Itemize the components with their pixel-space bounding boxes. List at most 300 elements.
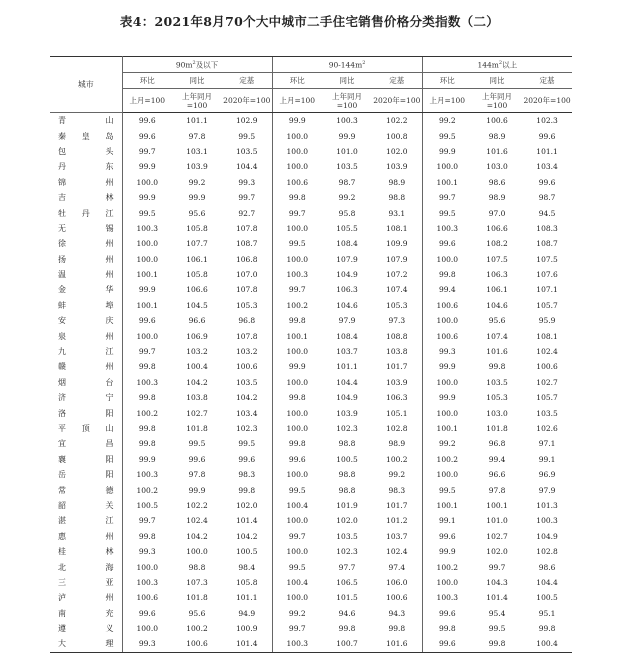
- index-value: 99.3: [422, 344, 472, 359]
- city-name: 桂林: [50, 544, 122, 559]
- index-value: 107.7: [186, 239, 208, 249]
- index-value: 101.1: [536, 146, 558, 156]
- index-value: 100.2: [422, 559, 472, 574]
- table-title: 表4：2021年8月70个大中城市二手住宅销售价格分类指数（二）: [119, 14, 500, 29]
- index-value: 100.0: [272, 221, 322, 236]
- index-value: 102.7: [186, 408, 208, 418]
- city-name: 宜昌: [50, 436, 122, 451]
- index-value: 101.4: [236, 516, 258, 526]
- city-name: 平顶山: [50, 421, 122, 436]
- group-label-sup: 2: [498, 60, 503, 67]
- index-value: 99.7: [272, 621, 322, 636]
- index-value: 96.9: [538, 470, 556, 480]
- table-row: [50, 282, 572, 297]
- city-name: 洛阳: [50, 405, 122, 420]
- index-value: 101.9: [336, 500, 358, 510]
- index-value: 107.3: [186, 577, 208, 587]
- index-value: 100.0: [272, 159, 322, 174]
- index-value: 104.2: [236, 531, 258, 541]
- index-value: 103.8: [386, 347, 408, 357]
- index-value: 100.3: [422, 590, 472, 605]
- index-value: 99.2: [388, 470, 406, 480]
- index-value: 99.7: [272, 529, 322, 544]
- index-value: 99.9: [138, 285, 156, 295]
- table-row: [50, 267, 572, 282]
- index-value: 100.6: [272, 175, 322, 190]
- index-value: 98.8: [338, 485, 356, 495]
- index-value: 99.3: [238, 177, 256, 187]
- table-row: [50, 421, 572, 436]
- index-value: 100.5: [336, 454, 358, 464]
- index-value: 100.3: [272, 267, 322, 282]
- base-header-cell: 2020年=100: [372, 89, 422, 113]
- table-row: [50, 113, 572, 129]
- index-value: 100.0: [136, 254, 158, 264]
- city-name: 金华: [50, 282, 122, 297]
- index-value: 99.9: [272, 359, 322, 374]
- index-value: 100.9: [236, 624, 258, 634]
- index-value: 104.4: [536, 577, 558, 587]
- index-value: 98.9: [488, 131, 506, 141]
- index-value: 99.8: [272, 390, 322, 405]
- index-value: 95.8: [338, 208, 356, 218]
- index-value: 101.1: [236, 593, 258, 603]
- index-value: 95.6: [188, 208, 206, 218]
- index-value: 99.9: [188, 193, 206, 203]
- index-value: 100.6: [236, 362, 258, 372]
- base-header-cell: 上年同月=100: [322, 89, 372, 113]
- index-value: 99.9: [422, 390, 472, 405]
- table-row: [50, 375, 572, 390]
- index-value: 103.7: [336, 347, 358, 357]
- index-value: 92.7: [238, 208, 256, 218]
- index-value: 100.7: [322, 636, 372, 652]
- index-value: 100.4: [186, 362, 208, 372]
- sub-header-cell: 环比: [122, 73, 172, 89]
- index-value: 99.6: [422, 636, 472, 652]
- index-value: 95.6: [488, 316, 506, 326]
- city-name: 三亚: [50, 575, 122, 590]
- index-value: 100.8: [386, 131, 408, 141]
- index-value: 103.8: [186, 393, 208, 403]
- index-value: 97.9: [538, 485, 556, 495]
- index-value: 100.3: [536, 516, 558, 526]
- index-value: 100.0: [272, 344, 322, 359]
- index-value: 99.5: [238, 131, 256, 141]
- index-value: 103.5: [236, 146, 258, 156]
- index-value: 100.6: [422, 328, 472, 343]
- index-value: 99.8: [388, 624, 406, 634]
- table-row: [50, 252, 572, 267]
- index-value: 100.5: [236, 547, 258, 557]
- index-value: 99.8: [138, 393, 156, 403]
- table-row: [50, 344, 572, 359]
- index-value: 99.6: [138, 316, 156, 326]
- base-header-row: [50, 89, 572, 113]
- table-row: [50, 144, 572, 159]
- table-row: [50, 513, 572, 528]
- index-value: 100.0: [136, 177, 158, 187]
- index-value: 102.3: [336, 547, 358, 557]
- index-value: 97.1: [538, 439, 556, 449]
- index-value: 106.1: [186, 254, 208, 264]
- index-value: 98.8: [188, 562, 206, 572]
- index-value: 99.8: [138, 531, 156, 541]
- index-value: 105.5: [336, 223, 358, 233]
- index-value: 104.5: [186, 300, 208, 310]
- index-value: 100.3: [272, 636, 322, 652]
- index-value: 107.4: [486, 331, 508, 341]
- index-value: 99.5: [272, 559, 322, 574]
- index-value: 103.9: [386, 377, 408, 387]
- index-value: 102.9: [236, 116, 258, 126]
- city-name: 吉林: [50, 190, 122, 205]
- index-value: 107.6: [536, 270, 558, 280]
- index-value: 99.8: [238, 485, 256, 495]
- index-value: 99.2: [272, 606, 322, 621]
- index-value: 108.4: [336, 239, 358, 249]
- index-value: 102.7: [536, 377, 558, 387]
- index-value: 104.2: [236, 393, 258, 403]
- index-value: 100.0: [422, 405, 472, 420]
- sub-header-cell: 定基: [522, 73, 572, 89]
- index-value: 105.1: [386, 408, 408, 418]
- city-name: 襄阳: [50, 452, 122, 467]
- index-value: 99.5: [238, 439, 256, 449]
- index-value: 100.0: [422, 252, 472, 267]
- index-value: 105.7: [536, 393, 558, 403]
- index-value: 100.1: [272, 328, 322, 343]
- city-name: 泸州: [50, 590, 122, 605]
- index-value: 100.3: [136, 577, 158, 587]
- index-value: 99.6: [538, 177, 556, 187]
- index-value: 108.4: [336, 331, 358, 341]
- index-value: 98.3: [238, 470, 256, 480]
- index-value: 99.5: [422, 128, 472, 143]
- sub-header-cell: 定基: [222, 73, 272, 89]
- index-value: 107.2: [386, 270, 408, 280]
- index-value: 108.1: [536, 331, 558, 341]
- index-value: 99.9: [422, 544, 472, 559]
- index-value: 104.9: [536, 531, 558, 541]
- index-value: 98.9: [488, 193, 506, 203]
- index-value: 108.2: [486, 239, 508, 249]
- index-value: 99.6: [538, 131, 556, 141]
- city-name: 牡丹江: [50, 205, 122, 220]
- base-header-cell: 上月=100: [422, 89, 472, 113]
- index-value: 109.9: [386, 239, 408, 249]
- index-value: 99.8: [138, 424, 156, 433]
- index-value: 100.0: [136, 562, 158, 572]
- index-value: 107.5: [486, 254, 508, 264]
- index-value: 99.8: [138, 439, 156, 449]
- index-value: 100.0: [272, 467, 322, 482]
- price-index-table: [50, 56, 572, 653]
- table-row: [50, 298, 572, 313]
- index-value: 95.9: [538, 316, 556, 326]
- index-value: 99.9: [188, 485, 206, 495]
- index-value: 103.1: [186, 146, 208, 156]
- index-value: 99.7: [272, 205, 322, 220]
- index-value: 99.3: [138, 547, 156, 557]
- index-value: 101.2: [386, 516, 408, 526]
- index-value: 99.9: [272, 113, 322, 129]
- sub-header-row: [50, 73, 572, 89]
- index-value: 100.5: [536, 593, 558, 603]
- sub-header-cell: 同比: [472, 73, 522, 89]
- index-value: 103.9: [336, 408, 358, 418]
- table-row: [50, 405, 572, 420]
- index-value: 94.6: [338, 608, 356, 618]
- index-value: 99.2: [422, 436, 472, 451]
- index-value: 108.7: [236, 239, 258, 249]
- index-value: 102.3: [236, 424, 258, 433]
- index-value: 99.6: [422, 529, 472, 544]
- index-value: 99.8: [338, 624, 356, 634]
- index-value: 95.6: [188, 608, 206, 618]
- index-value: 103.2: [236, 347, 258, 357]
- city-name: 岳阳: [50, 467, 122, 482]
- sub-header-cell: 定基: [372, 73, 422, 89]
- index-value: 100.4: [522, 636, 572, 652]
- group-header-over-144: [422, 57, 572, 73]
- index-value: 102.8: [536, 547, 558, 557]
- index-value: 100.2: [136, 408, 158, 418]
- index-value: 100.4: [272, 575, 322, 590]
- city-name: 常德: [50, 482, 122, 497]
- index-value: 97.3: [388, 316, 406, 326]
- table-row: [50, 359, 572, 374]
- city-name: 安庆: [50, 313, 122, 328]
- table-row: [50, 559, 572, 574]
- index-value: 104.9: [336, 270, 358, 280]
- index-value: 97.7: [338, 562, 356, 572]
- table-row: [50, 575, 572, 590]
- city-name: 无锡: [50, 221, 122, 236]
- index-value: 100.3: [422, 221, 472, 236]
- index-value: 106.3: [336, 285, 358, 295]
- index-value: 101.0: [336, 146, 358, 156]
- index-value: 99.8: [422, 267, 472, 282]
- index-value: 100.3: [336, 116, 358, 126]
- index-value: 103.9: [186, 162, 208, 172]
- index-value: 106.1: [486, 285, 508, 295]
- index-value: 93.1: [388, 208, 406, 218]
- base-header-cell: 上年同月=100: [472, 89, 522, 113]
- index-value: 98.7: [338, 177, 356, 187]
- index-value: 102.3: [536, 116, 558, 126]
- table-row: [50, 636, 572, 652]
- index-value: 100.0: [272, 375, 322, 390]
- table-row: [50, 190, 572, 205]
- city-name: 济宁: [50, 390, 122, 405]
- index-value: 99.8: [538, 624, 556, 634]
- index-value: 99.7: [138, 516, 156, 526]
- index-value: 104.2: [186, 377, 208, 387]
- index-value: 99.5: [188, 439, 206, 449]
- city-name: 大理: [50, 636, 122, 652]
- index-value: 99.6: [238, 454, 256, 464]
- city-name: 北海: [50, 559, 122, 574]
- index-value: 107.8: [236, 285, 258, 295]
- index-value: 100.6: [386, 593, 408, 603]
- index-value: 99.8: [272, 190, 322, 205]
- index-value: 100.3: [136, 223, 158, 233]
- index-value: 101.6: [372, 636, 422, 652]
- city-name: 烟台: [50, 375, 122, 390]
- index-value: 105.3: [236, 300, 258, 310]
- index-value: 99.7: [488, 562, 506, 572]
- index-value: 103.5: [336, 162, 358, 172]
- index-value: 100.0: [272, 421, 322, 436]
- index-value: 105.8: [236, 577, 258, 587]
- table-body: [50, 113, 572, 653]
- index-value: 106.5: [336, 577, 358, 587]
- index-value: 100.6: [422, 298, 472, 313]
- index-value: 99.4: [422, 282, 472, 297]
- index-value: 96.8: [238, 316, 256, 326]
- index-value: 96.8: [488, 439, 506, 449]
- index-value: 103.9: [386, 162, 408, 172]
- base-header-cell: 2020年=100: [222, 89, 272, 113]
- table-row: [50, 221, 572, 236]
- index-value: 107.8: [236, 331, 258, 341]
- index-value: 99.9: [138, 162, 156, 172]
- table-row: [50, 159, 572, 174]
- index-value: 100.2: [272, 298, 322, 313]
- index-value: 99.1: [538, 454, 556, 464]
- sub-header-cell: 同比: [172, 73, 222, 89]
- index-value: 100.0: [272, 544, 322, 559]
- index-value: 103.4: [536, 162, 558, 172]
- base-header-cell: 2020年=100: [522, 89, 572, 113]
- index-value: 100.2: [136, 485, 158, 495]
- index-value: 99.7: [138, 347, 156, 357]
- city-name: 温州: [50, 267, 122, 282]
- index-value: 99.6: [188, 454, 206, 464]
- table-row: [50, 621, 572, 636]
- index-value: 98.9: [388, 177, 406, 187]
- index-value: 99.3: [122, 636, 172, 652]
- index-value: 107.8: [236, 223, 258, 233]
- city-name: 惠州: [50, 529, 122, 544]
- index-value: 105.3: [486, 393, 508, 403]
- index-value: 98.7: [538, 193, 556, 203]
- index-value: 104.6: [486, 300, 508, 310]
- index-value: 97.8: [188, 470, 206, 480]
- index-value: 96.6: [188, 316, 206, 326]
- table-row: [50, 452, 572, 467]
- index-value: 99.8: [488, 362, 506, 372]
- index-value: 103.7: [386, 531, 408, 541]
- index-value: 101.8: [186, 593, 208, 603]
- index-value: 103.5: [536, 408, 558, 418]
- group-label-tail: 及以下: [195, 60, 219, 70]
- index-value: 100.1: [136, 270, 158, 280]
- index-value: 106.0: [386, 577, 408, 587]
- city-name: 遵义: [50, 621, 122, 636]
- index-value: 98.8: [338, 470, 356, 480]
- index-value: 100.0: [186, 547, 208, 557]
- index-value: 100.6: [172, 636, 222, 652]
- table-row: [50, 498, 572, 513]
- table-row: [50, 328, 572, 343]
- index-value: 105.8: [186, 270, 208, 280]
- index-value: 107.4: [386, 285, 408, 295]
- index-value: 103.0: [486, 408, 508, 418]
- table-row: [50, 128, 572, 143]
- index-value: 107.9: [336, 254, 358, 264]
- base-header-cell: 上年同月=100: [172, 89, 222, 113]
- index-value: 99.5: [422, 482, 472, 497]
- index-value: 103.0: [486, 162, 508, 172]
- table-row: [50, 544, 572, 559]
- index-value: 99.8: [138, 362, 156, 372]
- index-value: 108.3: [536, 223, 558, 233]
- index-value: 106.9: [186, 331, 208, 341]
- index-value: 98.3: [388, 485, 406, 495]
- index-value: 101.6: [486, 146, 508, 156]
- index-value: 100.6: [486, 116, 508, 126]
- group-header-under-90: [122, 57, 272, 73]
- city-name: 泉州: [50, 328, 122, 343]
- index-value: 108.7: [536, 239, 558, 249]
- index-value: 99.5: [422, 205, 472, 220]
- sub-header-cell: 环比: [272, 73, 322, 89]
- index-value: 100.1: [136, 300, 158, 310]
- index-value: 94.9: [238, 608, 256, 618]
- index-value: 100.0: [422, 467, 472, 482]
- index-value: 108.1: [386, 223, 408, 233]
- index-value: 100.0: [272, 590, 322, 605]
- table-header: [50, 57, 572, 113]
- index-value: 100.1: [422, 175, 472, 190]
- index-value: 97.8: [188, 131, 206, 141]
- index-value: 99.5: [272, 482, 322, 497]
- index-value: 107.0: [236, 270, 258, 280]
- index-value: 100.1: [486, 500, 508, 510]
- index-value: 102.0: [486, 547, 508, 557]
- index-value: 102.0: [386, 146, 408, 156]
- table-row: [50, 436, 572, 451]
- city-name: 包头: [50, 144, 122, 159]
- index-value: 97.8: [488, 485, 506, 495]
- index-value: 100.3: [136, 470, 158, 480]
- base-header-cell: 上月=100: [272, 89, 322, 113]
- index-value: 103.5: [486, 377, 508, 387]
- index-value: 100.0: [272, 128, 322, 143]
- index-value: 100.6: [536, 362, 558, 372]
- index-value: 98.9: [388, 439, 406, 449]
- index-value: 99.9: [138, 193, 156, 203]
- index-value: 100.0: [422, 313, 472, 328]
- city-name: 秦皇岛: [50, 128, 122, 143]
- index-value: 99.9: [138, 454, 156, 464]
- index-value: 104.2: [186, 531, 208, 541]
- index-value: 99.5: [138, 208, 156, 218]
- table-row: [50, 313, 572, 328]
- index-value: 102.3: [336, 424, 358, 433]
- index-value: 99.8: [472, 636, 522, 652]
- index-value: 99.9: [338, 131, 356, 141]
- index-value: 99.6: [138, 608, 156, 618]
- index-value: 107.1: [536, 285, 558, 295]
- index-value: 106.3: [486, 270, 508, 280]
- table-row: [50, 175, 572, 190]
- group-label-sup: 2: [362, 60, 366, 67]
- index-value: 99.1: [422, 513, 472, 528]
- index-value: 100.0: [136, 331, 158, 341]
